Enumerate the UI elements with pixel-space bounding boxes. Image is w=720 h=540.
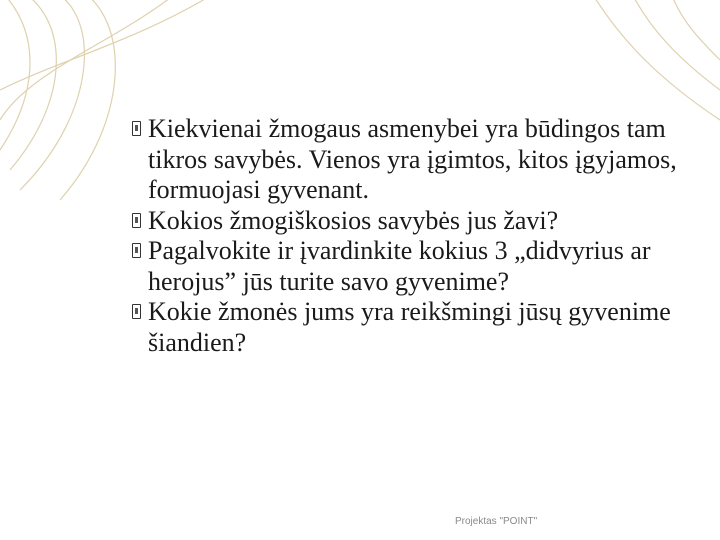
- bullet-item: [132, 114, 692, 206]
- bullet-text: Kokie žmonės jums yra reikšmingi jūsų gyvenime šiandien?: [148, 297, 671, 357]
- missing-glyph-icon: [132, 304, 141, 319]
- bullet-list: [132, 114, 692, 358]
- bullet-text: Kokios žmogiškosios savybės jus žavi?: [148, 205, 559, 235]
- missing-glyph-icon: [132, 213, 141, 228]
- bullet-text: Kiekvienai žmogaus asmenybei yra būdingos tam tikros savybės. Vienos yra įgimtos, kitos įgyjamos, formuojasi gyvenant.: [148, 114, 677, 204]
- footer-text: Projektas "POINT": [455, 516, 538, 527]
- bullet-item: [132, 206, 692, 237]
- missing-glyph-icon: [132, 243, 141, 258]
- bullet-item: [132, 236, 692, 297]
- missing-glyph-icon: [132, 121, 141, 136]
- bullet-text: Pagalvokite ir įvardinkite kokius 3 „didvyrius ar herojus” jūs turite savo gyvenime?: [148, 236, 651, 296]
- bullet-item: [132, 297, 692, 358]
